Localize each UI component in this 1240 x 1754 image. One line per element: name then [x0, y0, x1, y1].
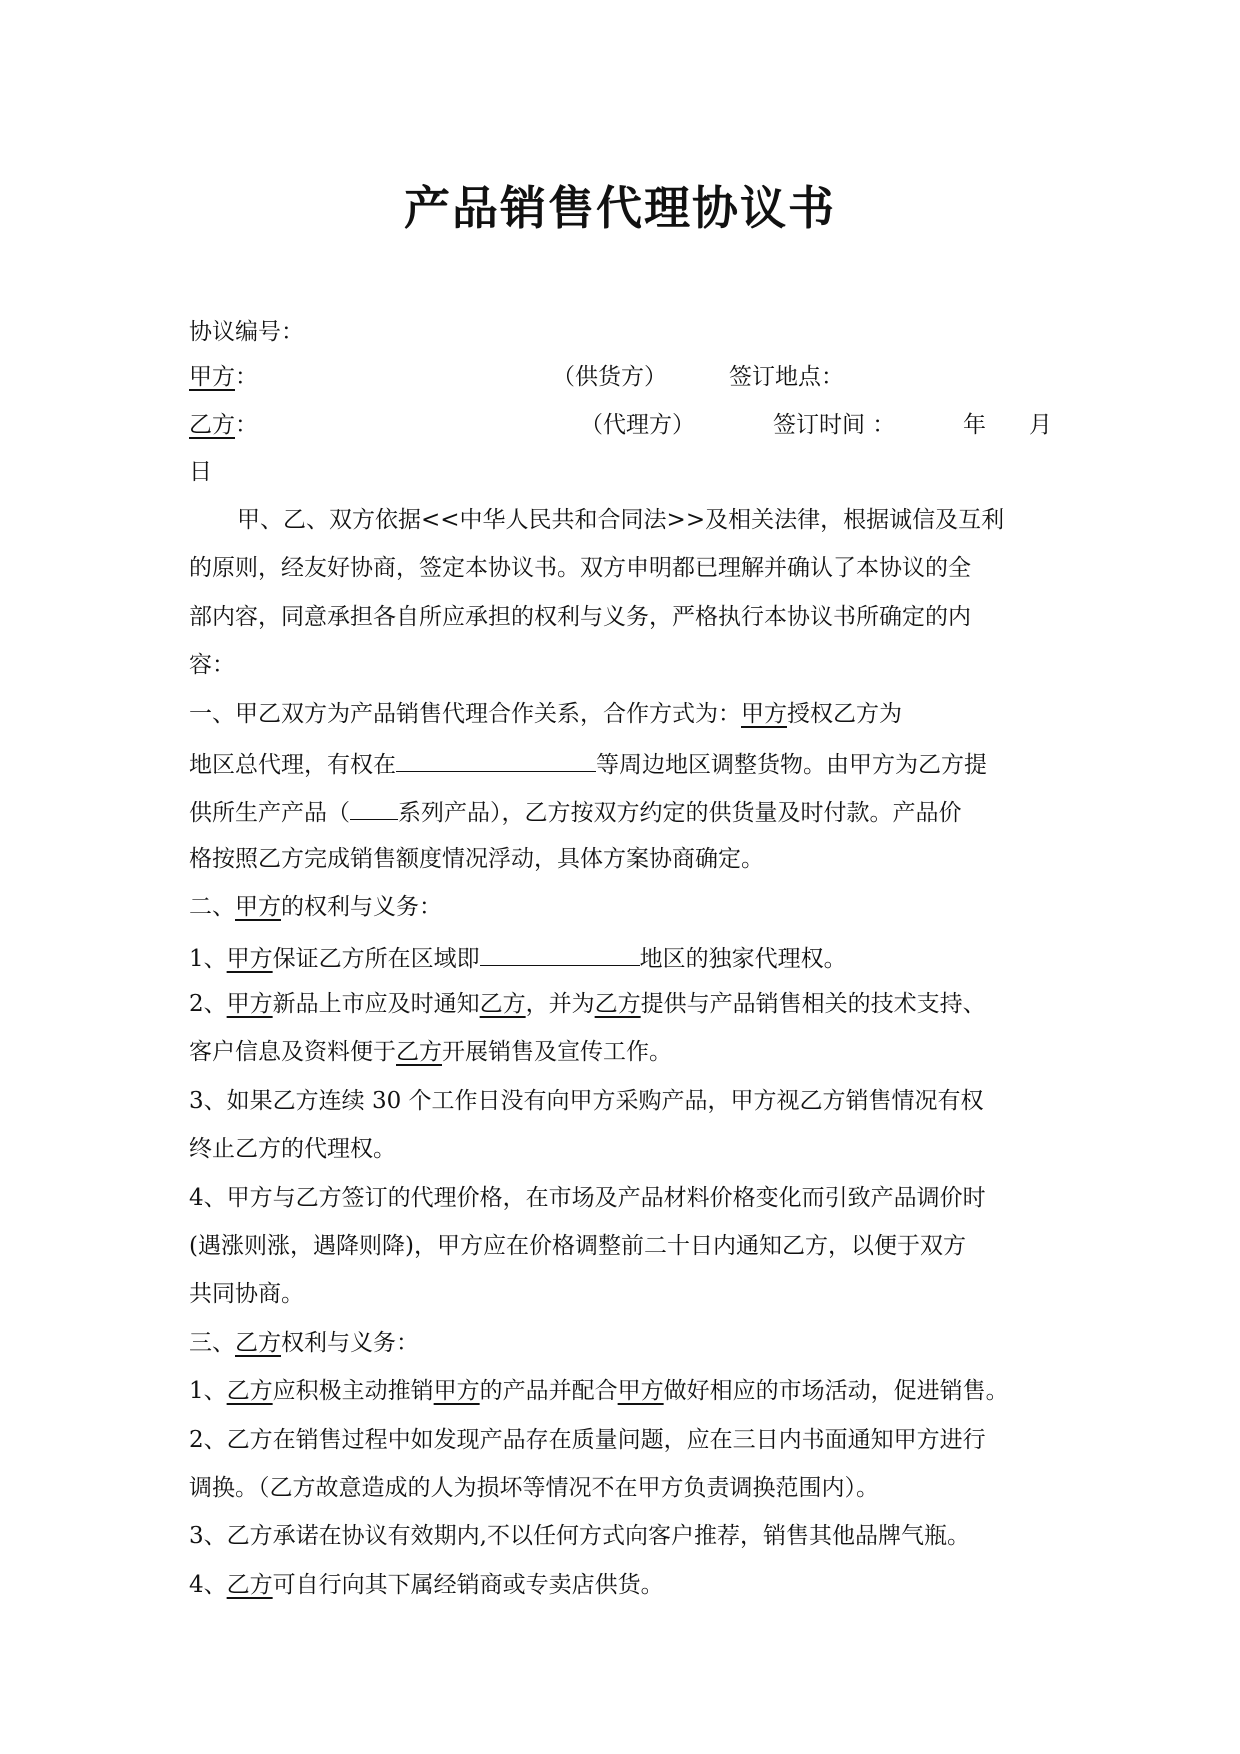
- party-reference: 甲方: [226, 945, 273, 972]
- body-text: 新品上市应及时通知: [272, 991, 480, 1017]
- body-text: 共同协商。: [189, 1281, 304, 1308]
- body-line: [189, 1425, 986, 1455]
- body-line: [189, 747, 987, 780]
- day-label: 日: [189, 459, 212, 485]
- party-reference: 乙方: [226, 1378, 273, 1405]
- sign-place-label: 签订地点：: [729, 364, 844, 390]
- body-text: 2、: [189, 991, 227, 1017]
- sign-time-label: 签订时间 ：: [773, 412, 896, 438]
- body-line: [189, 1037, 672, 1067]
- body-line: [189, 699, 902, 729]
- party-a-label: 甲方: [189, 364, 235, 390]
- body-text: 2、乙方在销售过程中如发现产品存在质量问题，应在三日内书面通知甲方进行: [189, 1426, 986, 1453]
- body-line: [189, 650, 235, 680]
- body-text: 供所生产产品（: [189, 800, 350, 827]
- body-text: 三、: [189, 1329, 235, 1356]
- body-text: 调换。（乙方故意造成的人为损坏等情况不在甲方负责调换范围内）。: [189, 1475, 879, 1501]
- fill-in-blank: [480, 941, 640, 966]
- body-text: 终止乙方的代理权。: [189, 1136, 396, 1163]
- body-text: 等周边地区调整货物。由甲方为乙方提: [596, 752, 987, 778]
- body-text: 系列产品），乙方按双方约定的供货量及时付款。产品价: [398, 800, 962, 827]
- body-text: 容：: [189, 652, 235, 679]
- party-reference: 甲方: [617, 1378, 664, 1405]
- body-line: [189, 844, 764, 874]
- body-text: 一、甲乙双方为产品销售代理合作关系，合作方式为：: [189, 700, 741, 727]
- body-text: 格按照乙方完成销售额度情况浮动，具体方案协商确定。: [189, 845, 764, 872]
- body-line: [189, 795, 962, 828]
- body-line: [189, 1328, 419, 1358]
- body-text: 可自行向其下属经销商或专卖店供货。: [272, 1571, 664, 1598]
- body-line: [189, 602, 971, 632]
- colon: ：: [235, 412, 258, 438]
- body-text: (遇涨则涨，遇降则降)，甲方应在价格调整前二十日内通知乙方，以便于双方: [189, 1233, 966, 1259]
- body-line: [189, 553, 971, 583]
- body-text: 地区的独家代理权。: [639, 945, 847, 972]
- body-text: 授权乙方为: [787, 700, 902, 727]
- agent-label: （代理方）: [580, 412, 695, 438]
- party-reference: 甲方: [235, 894, 281, 921]
- agreement-number-label: 协议编号：: [189, 319, 304, 345]
- body-line: [189, 892, 442, 922]
- body-text: 的原则，经友好协商，签定本协议书。双方申明都已理解并确认了本协议的全: [189, 555, 971, 582]
- body-line: [189, 1570, 664, 1600]
- party-reference: 乙方: [226, 1571, 273, 1598]
- body-line: [189, 1231, 966, 1261]
- body-line: [189, 1376, 1009, 1406]
- party-reference: 乙方: [235, 1329, 281, 1356]
- body-text: 开展销售及宣传工作。: [442, 1039, 672, 1066]
- body-text: 二、: [189, 894, 235, 921]
- fill-in-blank: [350, 795, 398, 820]
- party-reference: 乙方: [396, 1039, 442, 1066]
- year-label: 年: [963, 412, 986, 438]
- party-b-row: [189, 410, 258, 440]
- body-line: [237, 505, 1004, 535]
- month-label: 月: [1029, 412, 1052, 438]
- body-line: [189, 989, 986, 1019]
- body-line: [189, 1279, 304, 1309]
- party-reference: 甲方: [433, 1378, 480, 1405]
- colon: ：: [235, 364, 258, 390]
- body-text: ，并为: [525, 991, 595, 1017]
- body-text: 应积极主动推销: [272, 1378, 434, 1405]
- body-text: 的权利与义务：: [281, 894, 442, 921]
- body-text: 权利与义务：: [281, 1329, 419, 1356]
- body-text: 部内容，同意承担各自所应承担的权利与义务，严格执行本协议书所确定的内: [189, 603, 971, 630]
- body-text: 1、: [189, 945, 227, 972]
- document-title: 产品销售代理协议书: [404, 181, 836, 235]
- body-text: 做好相应的市场活动，促进销售。: [663, 1378, 1009, 1405]
- body-text: 4、: [189, 1571, 227, 1598]
- supplier-label: （供货方）: [552, 364, 667, 390]
- body-text: 甲、乙、双方依据<<中华人民共和合同法>>及相关法律，根据诚信及互利: [237, 507, 1005, 533]
- party-a-row: [189, 362, 258, 392]
- body-text: 3、如果乙方连续 30 个工作日没有向甲方采购产品，甲方视乙方销售情况有权: [189, 1087, 984, 1114]
- party-reference: 乙方: [594, 991, 641, 1017]
- body-text: 提供与产品销售相关的技术支持、: [640, 991, 986, 1017]
- body-text: 地区总代理，有权在: [189, 752, 396, 778]
- party-reference: 乙方: [479, 991, 526, 1017]
- party-reference: 甲方: [226, 991, 273, 1017]
- body-text: 的产品并配合: [479, 1378, 618, 1405]
- body-line: [189, 1134, 396, 1164]
- party-reference: 甲方: [741, 700, 787, 727]
- body-text: 1、: [189, 1378, 227, 1405]
- body-line: [189, 941, 847, 974]
- fill-in-blank: [396, 747, 596, 772]
- body-line: [189, 1086, 984, 1116]
- body-text: 保证乙方所在区域即: [272, 945, 480, 972]
- body-line: [189, 1183, 986, 1213]
- party-b-label: 乙方: [189, 412, 235, 438]
- body-text: 4、甲方与乙方签订的代理价格，在市场及产品材料价格变化而引致产品调价时: [189, 1184, 986, 1211]
- body-text: 3、乙方承诺在协议有效期内,不以任何方式向客户推荐，销售其他品牌气瓶。: [189, 1523, 970, 1550]
- body-line: [189, 1473, 879, 1503]
- body-text: 客户信息及资料便于: [189, 1039, 396, 1066]
- body-line: [189, 1521, 970, 1551]
